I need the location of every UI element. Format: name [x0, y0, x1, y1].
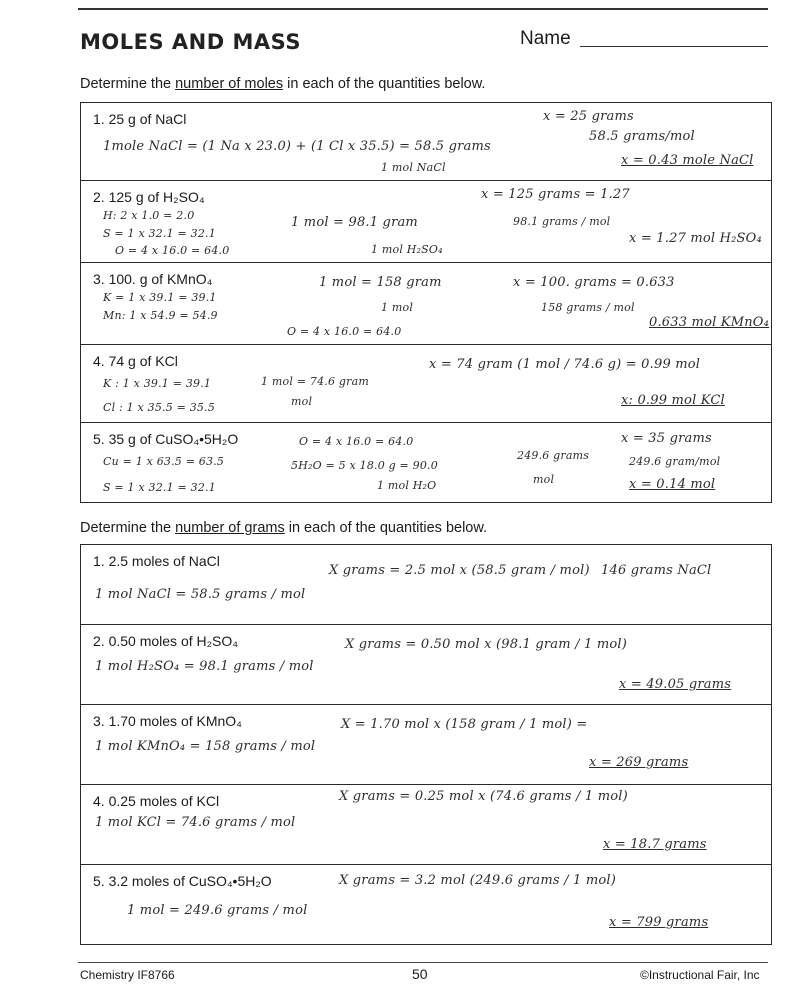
work-line: x = 74 gram (1 mol / 74.6 g) = 0.99 mol — [429, 357, 701, 372]
work-line: Mn: 1 x 54.9 = 54.9 — [103, 309, 218, 322]
work-line: O = 4 x 16.0 = 64.0 — [299, 435, 414, 448]
footer-right: ©Instructional Fair, Inc — [640, 968, 760, 982]
work-line: 1 mol — [381, 301, 414, 314]
question: 3. 1.70 moles of KMnO₄ — [93, 713, 242, 729]
work-line: X grams = 0.25 mol x (74.6 grams / 1 mol) — [339, 789, 628, 804]
question: 1. 25 g of NaCl — [93, 111, 187, 127]
work-line: X grams = 3.2 mol (249.6 grams / 1 mol) — [339, 873, 617, 888]
work-line: 1 mol NaCl — [381, 161, 446, 174]
work-line: x = 25 grams — [543, 109, 634, 124]
work-line: 158 grams / mol — [541, 301, 635, 314]
work-line: H: 2 x 1.0 = 2.0 — [103, 209, 195, 222]
work-line: 58.5 grams/mol — [589, 129, 695, 144]
answer: x = 269 grams — [589, 755, 689, 770]
answer: x = 49.05 grams — [619, 677, 732, 692]
footer-left: Chemistry IF8766 — [80, 968, 175, 982]
answer: x = 0.43 mole NaCl — [621, 153, 754, 168]
question: 4. 74 g of KCl — [93, 353, 178, 369]
page-number: 50 — [412, 966, 428, 982]
answer: x = 799 grams — [609, 915, 709, 930]
part1-item-2 — [81, 181, 771, 263]
work-line: 1 mol H₂SO₄ = 98.1 grams / mol — [95, 659, 314, 674]
part2-instruction — [80, 520, 487, 536]
question: 5. 35 g of CuSO₄•5H₂O — [93, 431, 239, 447]
part2-instruction-post: in each of the quantities below. — [284, 520, 488, 536]
part1-item-1 — [81, 103, 771, 181]
work-line: 1 mol KMnO₄ = 158 grams / mol — [95, 739, 316, 754]
work-line: Cl : 1 x 35.5 = 35.5 — [103, 401, 216, 414]
work-line: S = 1 x 32.1 = 32.1 — [103, 481, 216, 494]
work-line: mol — [291, 395, 313, 408]
name-label: Name — [520, 28, 571, 49]
part2-instruction-pre: Determine the — [80, 520, 176, 536]
part1-instruction-pre: Determine the — [80, 76, 176, 92]
part2-item-1 — [81, 545, 771, 625]
part2-item-5 — [81, 865, 771, 945]
answer: x: 0.99 mol KCl — [621, 393, 725, 408]
work-line: Cu = 1 x 63.5 = 63.5 — [103, 455, 225, 468]
work-line: 1mole NaCl = (1 Na x 23.0) + (1 Cl x 35.5) = 58.5 grams — [103, 139, 491, 154]
work-line: 98.1 grams / mol — [513, 215, 611, 228]
work-line: O = 4 x 16.0 = 64.0 — [115, 244, 230, 257]
work-line: X = 1.70 mol x (158 gram / 1 mol) = — [341, 717, 588, 732]
part1-box — [80, 102, 772, 503]
work-line: X grams = 2.5 mol x (58.5 gram / mol) — [329, 563, 590, 578]
part1-instruction-post: in each of the quantities below. — [283, 76, 486, 92]
part1-instruction-underlined: number of moles — [175, 76, 284, 92]
name-field-line[interactable] — [580, 46, 768, 47]
work-line: 1 mol NaCl = 58.5 grams / mol — [95, 587, 306, 602]
question: 2. 0.50 moles of H₂SO₄ — [93, 633, 238, 649]
part1-item-3 — [81, 263, 771, 345]
work-line: 1 mol H₂O — [377, 479, 437, 492]
work-line: 1 mol H₂SO₄ — [371, 243, 443, 256]
part2-box — [80, 544, 772, 945]
part1-instruction — [80, 76, 485, 92]
work-line: 249.6 gram/mol — [629, 455, 721, 468]
answer: 0.633 mol KMnO₄ — [649, 315, 770, 330]
work-line: x = 125 grams = 1.27 — [481, 187, 630, 202]
work-line: K : 1 x 39.1 = 39.1 — [103, 377, 212, 390]
question: 1. 2.5 moles of NaCl — [93, 553, 220, 569]
part1-item-5 — [81, 423, 771, 503]
work-line: x = 35 grams — [621, 431, 712, 446]
work-line: S = 1 x 32.1 = 32.1 — [103, 227, 216, 240]
work-line: 1 mol = 249.6 grams / mol — [127, 903, 308, 918]
question: 5. 3.2 moles of CuSO₄•5H₂O — [93, 873, 272, 889]
question: 3. 100. g of KMnO₄ — [93, 271, 213, 287]
work-line: 249.6 grams — [517, 449, 590, 462]
part2-item-4 — [81, 785, 771, 865]
work-line: X grams = 0.50 mol x (98.1 gram / 1 mol) — [345, 637, 628, 652]
work-line: 1 mol = 158 gram — [319, 275, 442, 290]
top-rule — [78, 8, 768, 10]
footer-rule — [78, 962, 768, 963]
work-line: x = 100. grams = 0.633 — [513, 275, 675, 290]
answer: x = 18.7 grams — [603, 837, 707, 852]
part1-item-4 — [81, 345, 771, 423]
answer: x = 1.27 mol H₂SO₄ — [629, 231, 762, 246]
work-line: 1 mol = 74.6 gram — [261, 375, 369, 388]
question: 4. 0.25 moles of KCl — [93, 793, 220, 809]
work-line: O = 4 x 16.0 = 64.0 — [287, 325, 402, 338]
work-line: K = 1 x 39.1 = 39.1 — [103, 291, 217, 304]
work-line: 1 mol KCl = 74.6 grams / mol — [95, 815, 296, 830]
part2-item-2 — [81, 625, 771, 705]
part2-item-3 — [81, 705, 771, 785]
page-title: MOLES AND MASS — [80, 30, 301, 54]
question: 2. 125 g of H₂SO₄ — [93, 189, 205, 205]
work-line: mol — [533, 473, 555, 486]
part2-instruction-underlined: number of grams — [175, 520, 285, 536]
answer: x = 0.14 mol — [629, 477, 716, 492]
work-line: 5H₂O = 5 x 18.0 g = 90.0 — [291, 459, 438, 472]
work-line: 1 mol = 98.1 gram — [291, 215, 418, 230]
answer: 146 grams NaCl — [601, 563, 712, 578]
